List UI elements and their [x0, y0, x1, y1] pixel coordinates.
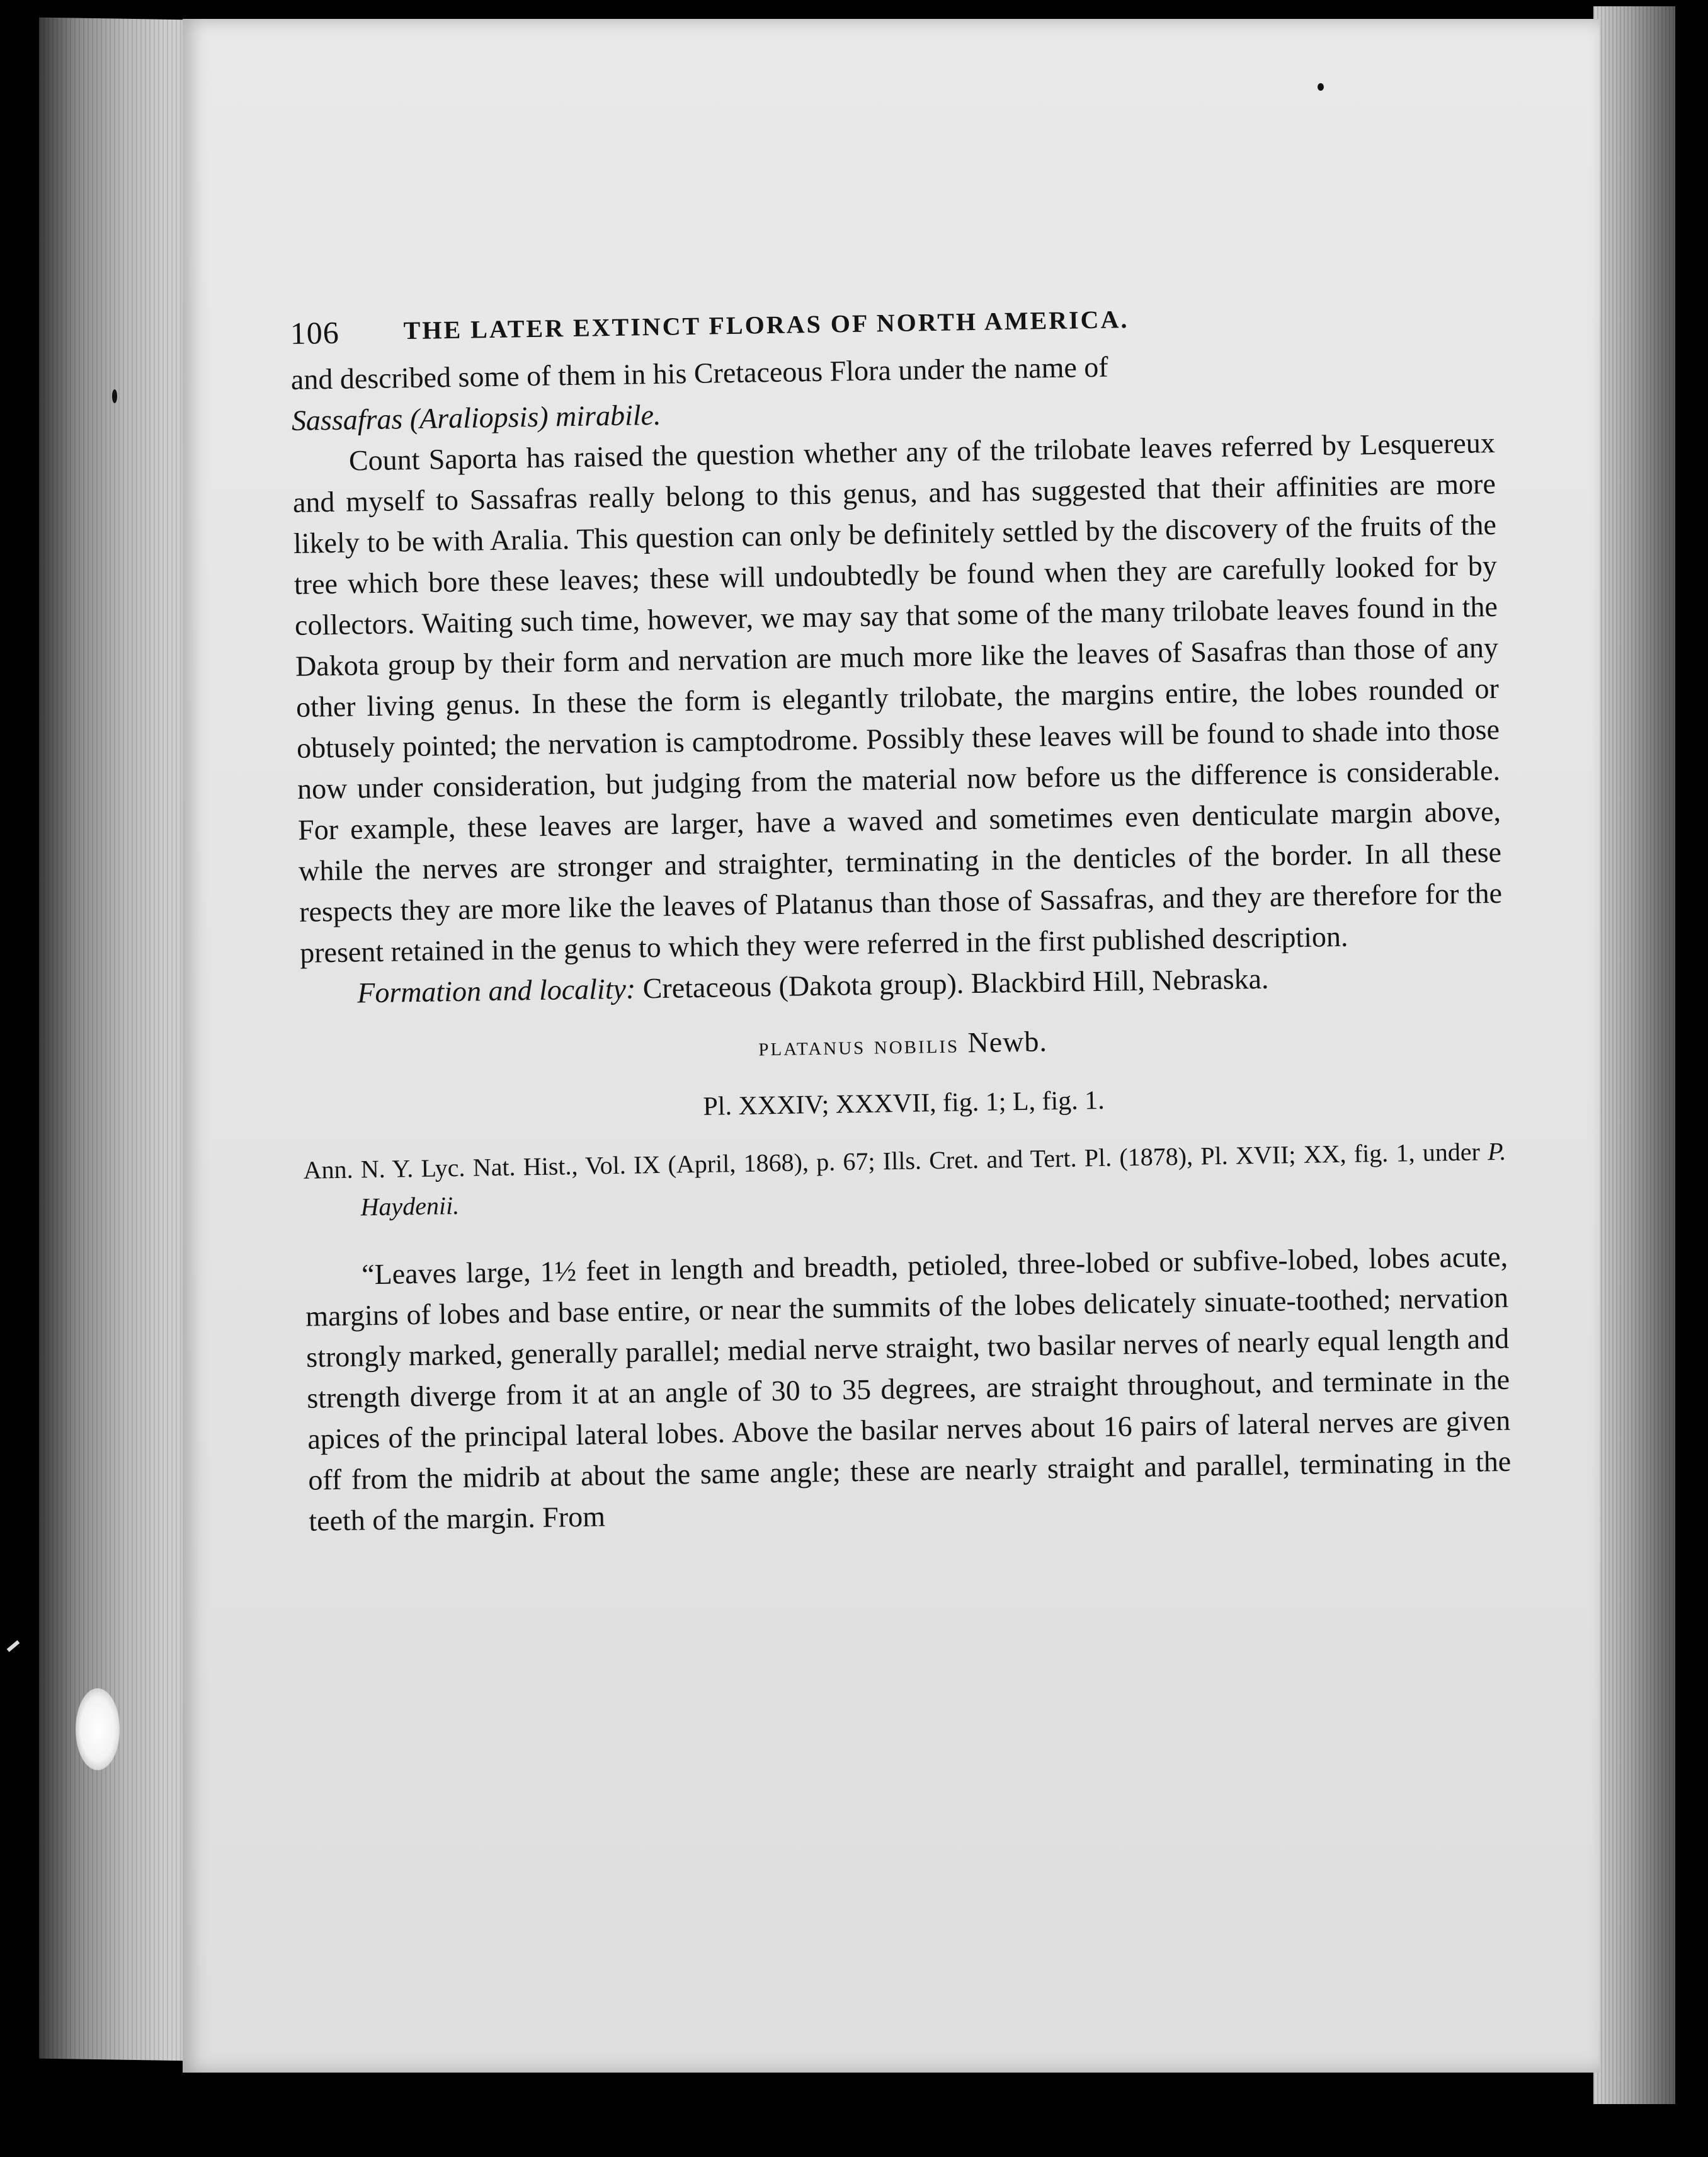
scan-edge-mark	[7, 1640, 20, 1652]
species-description: “Leaves large, 1½ feet in length and breadth, petioled, three-lobed or subfive-lobed, lobes acute, margins of lobes and base entire, or near the summits of the lobes delicately sinuate-toothed; nervation strongly marked, generally parallel; medial nerve straight, two basilar nerves of nearly equal length and strength diverge from it at an angle of 30 to 35 degrees, are straight throughout, and terminate in the apices of the principal lateral lobes. Above the basilar nerves about 16 pairs of lateral nerves are given off from the midrib at about the same angle; these are nearly straight and parallel, terminating in the teeth of the margin. From	[305, 1240, 1512, 1537]
right-page-block-lines	[1593, 6, 1675, 2104]
species-author: Newb.	[967, 1025, 1048, 1059]
running-title: THE LATER EXTINCT FLORAS OF NORTH AMERICA.	[403, 305, 1129, 345]
scan-speck	[112, 389, 117, 403]
taxon-name: Sassafras (Araliopsis) mirabile.	[291, 398, 661, 437]
formation-text: Cretaceous (Dakota group). Blackbird Hill, Nebraska.	[635, 962, 1269, 1005]
scan-blotch	[76, 1688, 120, 1770]
citation-text: Ann. N. Y. Lyc. Nat. Hist., Vol. IX (April, 1868), p. 67; Ills. Cret. and Tert. Pl. (1878), Pl. XVII; XX, fig. 1, under	[303, 1137, 1488, 1184]
formation-label: Formation and locality:	[356, 972, 636, 1009]
paragraph-saporta: Count Saporta has raised the question whether any of the trilobate leaves referred by Lesquereux and myself to Sassafras really belong to this genus, and has suggested that their affinities are more likely to be with Aralia. This question can only be definitely settled by the discovery of the fruits of the tree which bore these leaves; these will undoubtedly be found when they are carefully looked for by collectors. Waiting such time, however, we may say that some of the many trilobate leaves found in the Dakota group by their form and nervation are much more like the leaves of Sasafras than those of any other living genus. In these the form is elegantly trilobate, the margins entire, the lobes rounded or obtusely pointed; the nervation is camptodrome. Possibly these leaves will be found to shade into those now under consideration, but judging from the material now before us the difference is considerable. For example, these leaves are larger, have a waved and sometimes even denticulate margin above, while the nerves are stronger and straighter, terminating in the denticles of the border. In all these respects they are more like the leaves of Platanus than those of Sassafras, and they are therefore for the present retained in the genus to which they were referred in the first published description.	[292, 426, 1503, 969]
page-number: 106	[290, 314, 340, 351]
citation-synonym: P. Haydenii.	[360, 1136, 1506, 1222]
species-name: platanus nobilis	[758, 1029, 960, 1062]
text-column	[290, 283, 1512, 1542]
plate-references: Pl. XXXIV; XXXVII, fig. 1; L, fig. 1.	[703, 1085, 1105, 1121]
scan-speck	[1318, 83, 1324, 91]
paragraph-text: and described some of them in his Cretaceous Flora under the name of	[290, 350, 1109, 396]
